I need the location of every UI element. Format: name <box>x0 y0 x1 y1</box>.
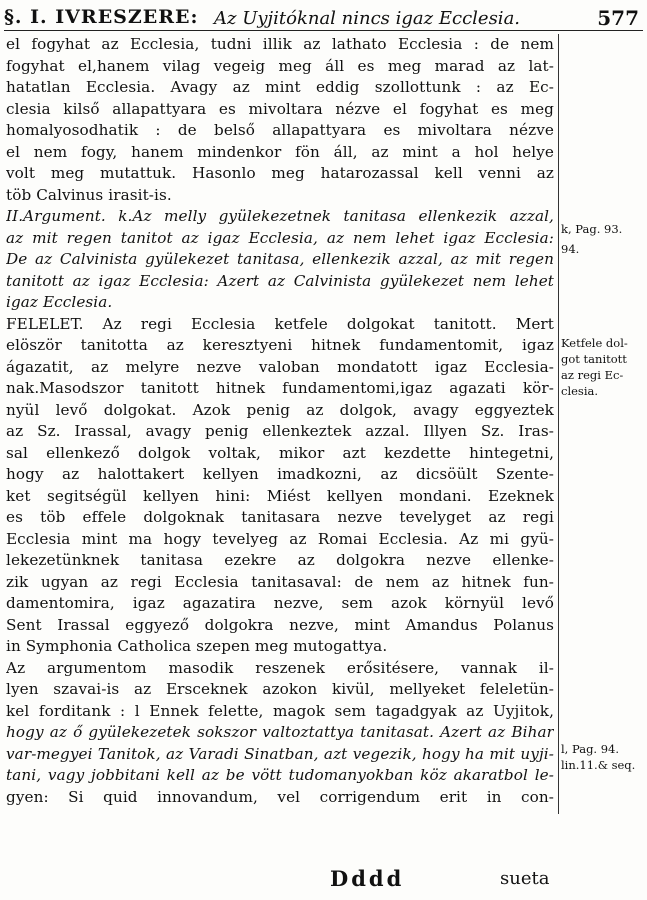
text-line: hogy az halottakert kellyen imadkozni, az dicsöült Szente- <box>6 465 554 483</box>
signature-mark: Dddd <box>330 866 405 891</box>
margin-note: Ketfele dol- <box>561 336 628 350</box>
text-line: elöször tanitotta az keresztyeni hitnek fundamentomit, igaz <box>6 336 554 354</box>
argument-line: az mit regen tanitot az igaz Ecclesia, az nem lehet igaz Ecclesia: <box>6 228 554 247</box>
text-line: nyül levő dolgokat. Azok penig az dolgok, avagy eggyeztek <box>6 400 554 419</box>
text-line: es töb effele dolgoknak tanitasara nezve tevelyget az regi <box>6 508 554 526</box>
text-line: FELELET. Az regi Ecclesia ketfele dolgokat tanitott. Mert <box>6 314 554 333</box>
text-line: ágazatit, az melyre nezve valoban mondatott igaz Ecclesia- <box>6 357 554 376</box>
argument-line: De az Calvinista gyülekezet tanitasa, ellenkezik azzal, az mit regen <box>6 250 554 268</box>
text-line: az Sz. Irassal, avagy penig ellenkeztek azzal. Illyen Sz. Iras- <box>6 422 554 440</box>
quote-line: tani, vagy jobbitani kell az be vött tudomanyokban köz akaratbol le- <box>6 766 554 784</box>
margin-note: k, Pag. 93. <box>561 222 623 236</box>
text-line: gyen: Si quid innovandum, vel corrigendum erit in con- <box>6 787 554 806</box>
page-number: 577 <box>597 6 639 30</box>
text-line: damentomira, igaz agazatira nezve, sem azok környül levő <box>6 594 554 612</box>
text-line: sal ellenkező dolgok voltak, mikor azt kezdette hintegetni, <box>6 443 554 462</box>
text-line: zik ugyan az regi Ecclesia tanitasaval: de nem az hitnek fun- <box>6 572 554 591</box>
quote-line: var-megyei Tanitok, az Varadi Sinatban, azt vegezik, hogy ha mit uyji- <box>6 744 554 763</box>
text-line: volt meg mutattuk. Hasonlo meg hatarozassal kell venni az <box>6 164 554 182</box>
margin-note: az regi Ec- <box>561 368 624 382</box>
text-line: lyen szavai-is az Ersceknek azokon kivül, mellyeket feleletün- <box>6 680 554 698</box>
text-line: Sent Irassal eggyező dolgokra nezve, mint Amandus Polanus <box>6 615 554 634</box>
margin-note: got tanitott <box>561 352 627 366</box>
text-line: homalyosodhatik : de belső allapattyara es mivoltara nézve <box>6 121 554 139</box>
section-marker: §. I. IVRESZERE: <box>4 6 199 28</box>
margin-notes <box>561 34 645 814</box>
margin-note: l, Pag. 94. <box>561 742 620 756</box>
argument-line: II.Argument. k.Az melly gyülekezetnek tanitasa ellenkezik azzal, <box>6 207 554 225</box>
running-header <box>4 4 643 31</box>
margin-note: 94. <box>561 242 580 256</box>
text-line: clesia kilső allapattyara es mivoltara nézve el fogyhat es meg <box>6 99 554 118</box>
margin-note: lin.11.& seq. <box>561 758 636 772</box>
text-line: el fogyhat az Ecclesia, tudni illik az lathato Ecclesia : de nem <box>6 35 554 53</box>
main-text-column <box>6 34 559 814</box>
page-footer <box>0 860 647 890</box>
text-line: fogyhat el,hanem vilag vegeig meg áll es meg marad az lat- <box>6 56 554 75</box>
text-line: Az argumentom masodik reszenek erősitésere, vannak il- <box>6 658 554 677</box>
argument-line: igaz Ecclesia. <box>6 293 113 311</box>
argument-line: tanitott az igaz Ecclesia: Azert az Calvinista gyülekezet nem lehet <box>6 271 554 290</box>
text-line: Ecclesia mint ma hogy tevelyeg az Romai Ecclesia. Az mi gyü- <box>6 529 554 548</box>
text-line: lekezetünknek tanitasa ezekre az dolgokra nezve ellenke- <box>6 551 554 569</box>
text-line: in Symphonia Catholica szepen meg mutogattya. <box>6 637 388 655</box>
text-line: nak.Masodszor tanitott hitnek fundamentomi,igaz agazati kör- <box>6 379 554 397</box>
quote-line: hogy az ő gyülekezetek sokszor valtoztattya tanitasat. Azert az Bihar <box>6 723 554 741</box>
text-line: töb Calvinus irasit-is. <box>6 185 172 204</box>
running-title: Az Uyjitóknal nincs igaz Ecclesia. <box>214 8 521 29</box>
text-line: hatatlan Ecclesia. Avagy az mint eddig szollottunk : az Ec- <box>6 78 554 96</box>
catchword: sueta <box>500 868 550 889</box>
margin-note: clesia. <box>561 384 599 398</box>
text-line: kel forditank : l Ennek felette, magok sem tagadgyak az Uyjitok, <box>6 701 554 720</box>
text-line: el nem fogy, hanem mindenkor fön áll, az mint a hol helye <box>6 142 554 161</box>
text-line: ket segitségül kellyen hini: Miést kellyen mondani. Ezeknek <box>6 486 554 505</box>
